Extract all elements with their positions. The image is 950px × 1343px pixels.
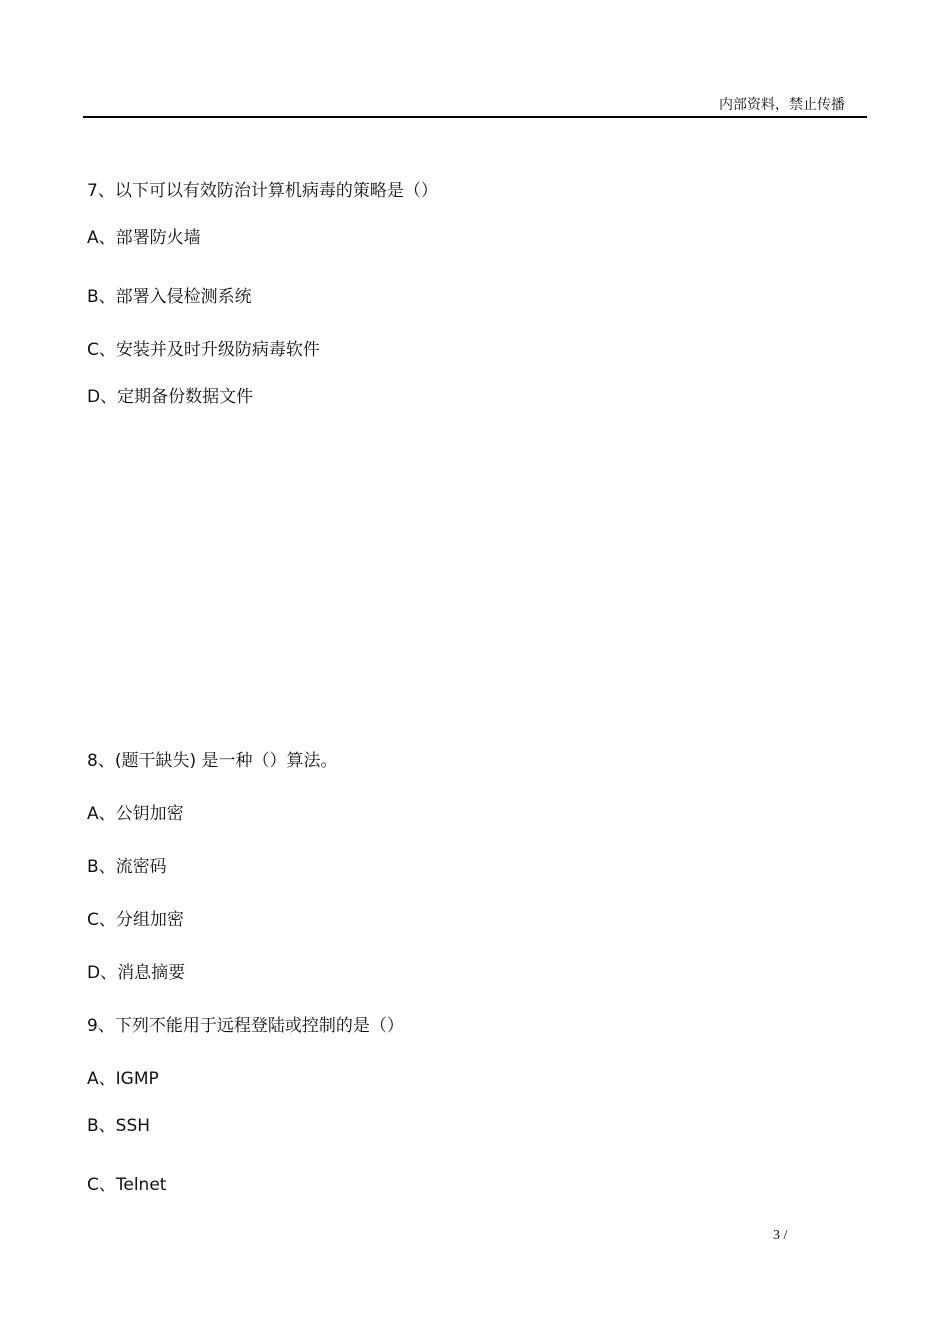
- question-stem: 9、下列不能用于远程登陆或控制的是（）: [87, 1016, 404, 1036]
- page-number: 3 /: [773, 1228, 788, 1243]
- header-notice: 内部资料，禁止传播: [719, 97, 845, 113]
- question-stem: 7、以下可以有效防治计算机病毒的策略是（）: [87, 181, 438, 201]
- option-a: A、部署防火墙: [87, 228, 201, 248]
- option-d: D、定期备份数据文件: [87, 387, 254, 407]
- option-a: A、IGMP: [87, 1069, 159, 1089]
- option-b: B、部署入侵检测系统: [87, 287, 252, 307]
- option-d: D、消息摘要: [87, 963, 186, 983]
- option-c: C、Telnet: [87, 1175, 167, 1195]
- option-b: B、流密码: [87, 857, 167, 877]
- question-stem: 8、(题干缺失) 是一种（）算法。: [87, 751, 338, 771]
- option-c: C、分组加密: [87, 910, 184, 930]
- option-b: B、SSH: [87, 1116, 151, 1136]
- option-c: C、安装并及时升级防病毒软件: [87, 340, 320, 360]
- option-a: A、公钥加密: [87, 804, 184, 824]
- header-divider: [83, 116, 867, 118]
